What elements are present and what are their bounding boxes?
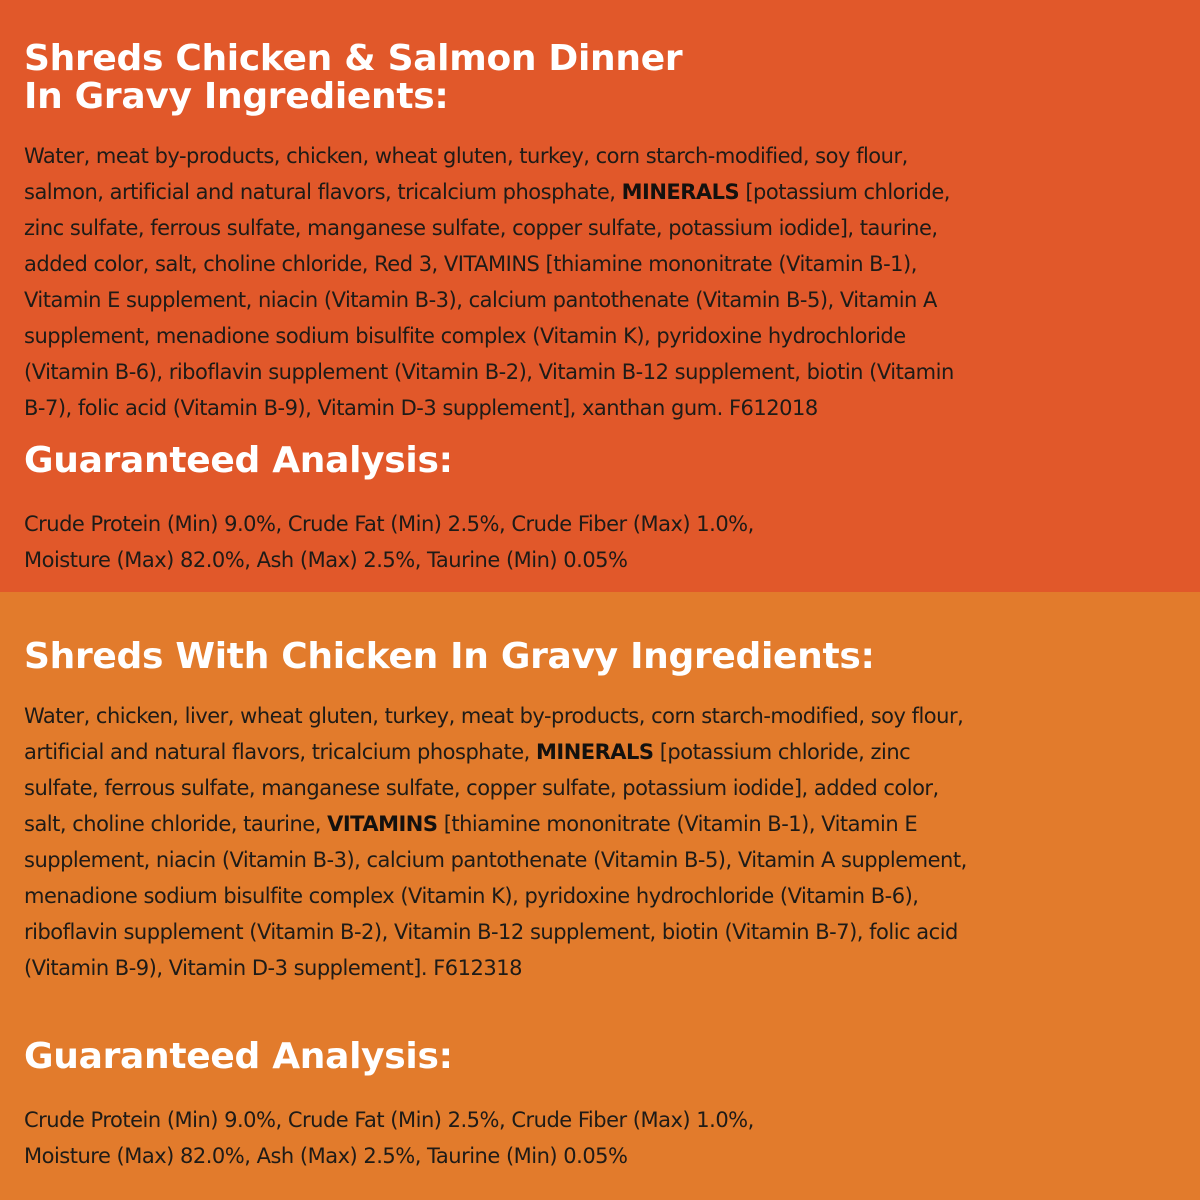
analysis-line: Crude Protein (Min) 9.0%, Crude Fat (Min) 2.5%, Crude Fiber (Max) 1.0%, <box>24 512 754 536</box>
section1-analysis-title: Guaranteed Analysis: <box>24 440 453 481</box>
vitamins-label: VITAMINS <box>327 812 438 836</box>
ingredients-line: (Vitamin B-6), riboflavin supplement (Vitamin B-2), Vitamin B-12 supplement, biotin (Vitamin <box>24 360 954 384</box>
minerals-label: MINERALS <box>536 740 654 764</box>
ingredients-line: sulfate, ferrous sulfate, manganese sulfate, copper sulfate, potassium iodide], added color, <box>24 776 939 800</box>
ingredients-line: added color, salt, choline chloride, Red 3, VITAMINS [thiamine mononitrate (Vitamin B-1), <box>24 252 917 276</box>
ingredients-text: salmon, artificial and natural flavors, tricalcium phosphate, <box>24 180 622 204</box>
ingredients-line: Water, meat by-products, chicken, wheat gluten, turkey, corn starch-modified, soy flour, <box>24 144 908 168</box>
ingredients-line: Water, chicken, liver, wheat gluten, turkey, meat by-products, corn starch-modified, soy flour, <box>24 704 964 728</box>
section1-analysis <box>24 506 754 578</box>
ingredients-text: [thiamine mononitrate (Vitamin B-1), Vitamin E <box>437 812 918 836</box>
chicken-salmon-panel <box>0 0 1200 592</box>
section1-title-line2: In Gravy Ingredients: <box>24 76 449 117</box>
ingredients-line: supplement, niacin (Vitamin B-3), calcium pantothenate (Vitamin B-5), Vitamin A supplement, <box>24 848 967 872</box>
ingredients-line: B-7), folic acid (Vitamin B-9), Vitamin D-3 supplement], xanthan gum. F612018 <box>24 396 818 420</box>
ingredients-line: (Vitamin B-9), Vitamin D-3 supplement]. F612318 <box>24 956 522 980</box>
section2-ingredients <box>24 698 967 986</box>
analysis-line: Moisture (Max) 82.0%, Ash (Max) 2.5%, Taurine (Min) 0.05% <box>24 1144 628 1168</box>
ingredients-text: [potassium chloride, <box>739 180 950 204</box>
ingredients-line <box>24 174 954 210</box>
ingredients-text: [potassium chloride, zinc <box>653 740 911 764</box>
section1-title-line1: Shreds Chicken & Salmon Dinner <box>24 38 683 79</box>
section2-analysis <box>24 1102 754 1174</box>
ingredients-text: salt, choline chloride, taurine, <box>24 812 328 836</box>
ingredients-line: supplement, menadione sodium bisulfite complex (Vitamin K), pyridoxine hydrochloride <box>24 324 906 348</box>
ingredients-line <box>24 806 967 842</box>
ingredients-text: artificial and natural flavors, tricalcium phosphate, <box>24 740 536 764</box>
section2-analysis-title: Guaranteed Analysis: <box>24 1036 453 1077</box>
analysis-line: Moisture (Max) 82.0%, Ash (Max) 2.5%, Taurine (Min) 0.05% <box>24 548 628 572</box>
ingredients-line <box>24 734 967 770</box>
section1-ingredients <box>24 138 954 426</box>
ingredients-line: menadione sodium bisulfite complex (Vitamin K), pyridoxine hydrochloride (Vitamin B-6), <box>24 884 919 908</box>
chicken-panel <box>0 592 1200 1200</box>
section2-title: Shreds With Chicken In Gravy Ingredients: <box>24 636 875 677</box>
ingredients-line: Vitamin E supplement, niacin (Vitamin B-3), calcium pantothenate (Vitamin B-5), Vitamin A <box>24 288 937 312</box>
ingredients-line: riboflavin supplement (Vitamin B-2), Vitamin B-12 supplement, biotin (Vitamin B-7), folic acid <box>24 920 958 944</box>
section1-title <box>24 40 682 116</box>
minerals-label: MINERALS <box>621 180 740 204</box>
analysis-line: Crude Protein (Min) 9.0%, Crude Fat (Min) 2.5%, Crude Fiber (Max) 1.0%, <box>24 1108 754 1132</box>
ingredients-line: zinc sulfate, ferrous sulfate, manganese sulfate, copper sulfate, potassium iodide], taurine, <box>24 216 938 240</box>
